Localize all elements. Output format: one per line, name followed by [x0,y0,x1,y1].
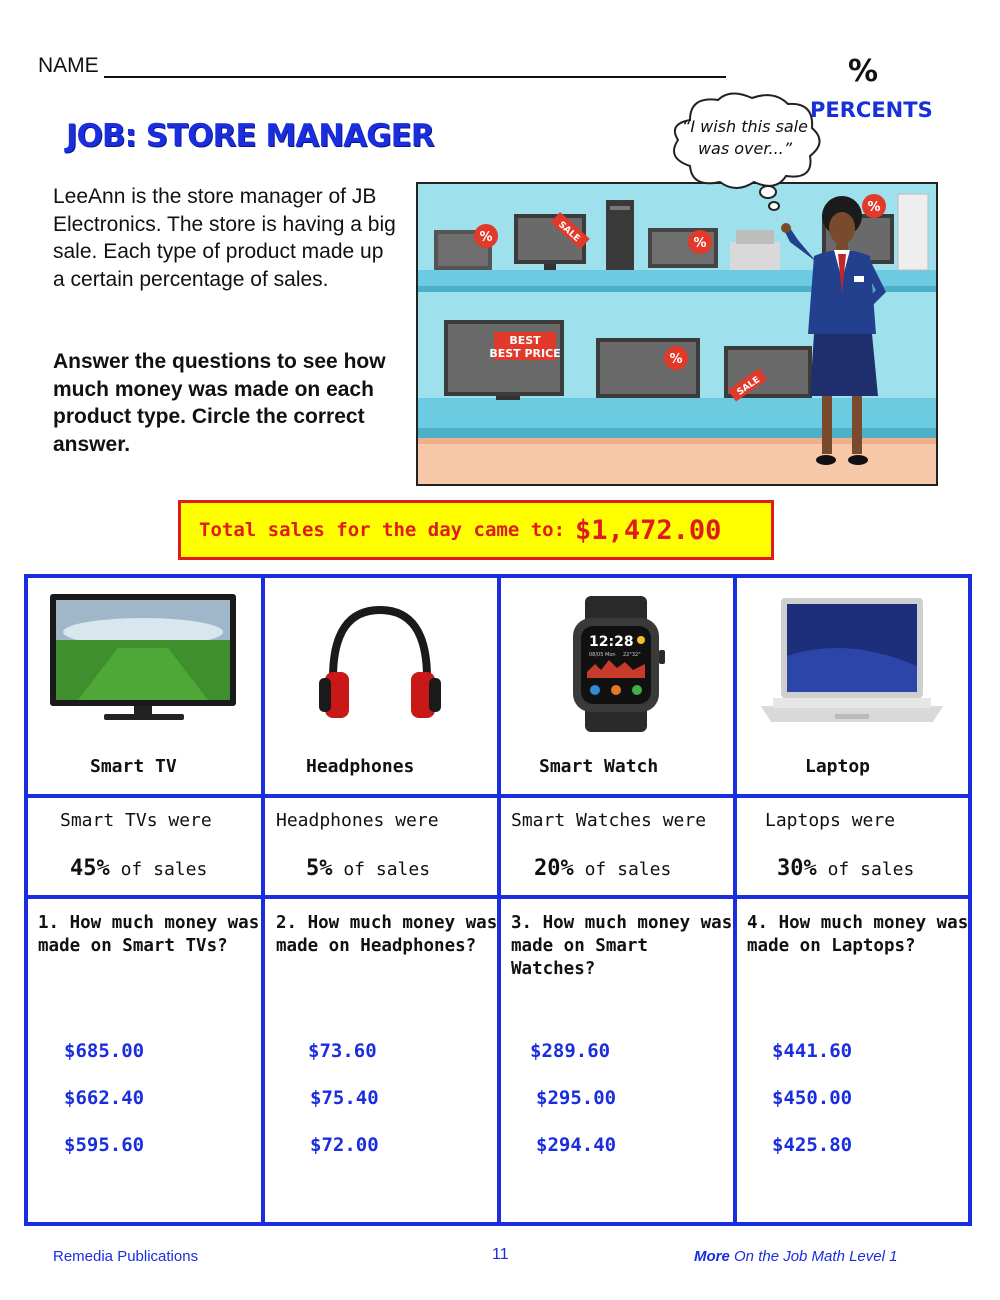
watch-time: 12:28 [589,634,634,650]
answer-option[interactable]: $294.40 [536,1134,617,1156]
share-suffix: of sales [343,859,431,880]
product-column-laptop [737,578,968,1222]
question-text: 2. How much money was made on Headphones? [276,913,498,956]
share-suffix: of sales [827,859,915,880]
headphones-icon [315,598,445,728]
store-scene-svg [418,184,936,484]
product-name: Laptop [805,756,871,777]
answer-option[interactable]: $72.00 [310,1134,379,1156]
smart-tv-icon [48,592,238,732]
thought-bubble-text: “I wish this sale was over...” [682,117,808,158]
product-column-smart-watch [501,578,733,1222]
answer-option[interactable]: $75.40 [310,1087,379,1109]
answer-option[interactable]: $73.60 [308,1040,377,1062]
footer-page-number: 11 [492,1246,509,1263]
product-column-headphones [265,578,497,1222]
answer-option[interactable]: $425.80 [772,1134,853,1156]
product-name: Smart TV [90,756,177,777]
scene-sign-2: % [479,230,493,245]
product-name: Smart Watch [539,756,659,777]
answer-option[interactable]: $295.00 [536,1087,617,1109]
footer-publisher: Remedia Publications [53,1248,199,1265]
share-value: 5% [306,856,333,881]
scene-sign-6: % [669,352,683,367]
share-value: 30% [777,856,817,881]
share-intro: Headphones were [276,810,439,831]
scene-sign-5: BEST PRICE [489,347,561,360]
footer-book-rest: On the Job Math Level 1 [729,1248,898,1265]
scene-sign-7: SALE [735,375,762,398]
share-line [534,856,671,881]
answer-option[interactable]: $441.60 [772,1040,853,1062]
smart-watch-icon [551,594,681,734]
share-line [306,856,430,881]
share-intro: Smart TVs were [60,810,212,831]
instructions: Answer the questions to see how much money was made on each product type. Circle the correct answer. [53,350,386,456]
total-sales-value: $1,472.00 [575,514,722,546]
topic-label: PERCENTS [810,98,933,122]
question-text: 4. How much money was made on Laptops? [747,913,969,956]
share-suffix: of sales [584,859,672,880]
share-suffix: of sales [120,859,208,880]
answer-option[interactable]: $289.60 [530,1040,611,1062]
total-sales-box [178,500,774,560]
percent-icon: % [848,54,879,89]
answer-option[interactable]: $595.60 [64,1134,145,1156]
total-sales-label: Total sales for the day came to: [199,519,566,541]
answer-option[interactable]: $662.40 [64,1087,145,1109]
laptop-icon [757,596,947,730]
question-text: 1. How much money was made on Smart TVs? [38,913,260,956]
name-label: NAME [38,54,99,77]
share-value: 20% [534,856,574,881]
watch-date: 08/05 Mon [589,652,616,658]
share-line [777,856,914,881]
store-scene-illustration [416,182,938,486]
product-column-smart-tv [28,578,261,1222]
answer-option[interactable]: $450.00 [772,1087,853,1109]
footer-book-title [694,1248,897,1265]
watch-temp: 22°32° [623,652,641,658]
scene-sign-1: SALE [556,219,582,245]
page-title: JOB: STORE MANAGER [66,118,434,154]
footer-book-bold: More [694,1248,730,1265]
answer-option[interactable]: $685.00 [64,1040,145,1062]
intro-paragraph: LeeAnn is the store manager of JB Electronics. The store is having a big sale. Each type of product made up a certain percentage of sales. [53,185,396,291]
scene-sign-3: % [693,236,707,251]
share-intro: Laptops were [765,810,896,831]
question-text: 3. How much money was made on Smart Watches? [511,913,733,979]
svg-text:BEST: BEST [509,334,541,347]
product-name: Headphones [306,756,415,777]
name-line[interactable] [104,76,726,78]
product-grid [24,574,972,1226]
share-value: 45% [70,856,110,881]
scene-sign-4: % [867,200,881,215]
share-intro: Smart Watches were [511,810,707,831]
share-line [70,856,207,881]
